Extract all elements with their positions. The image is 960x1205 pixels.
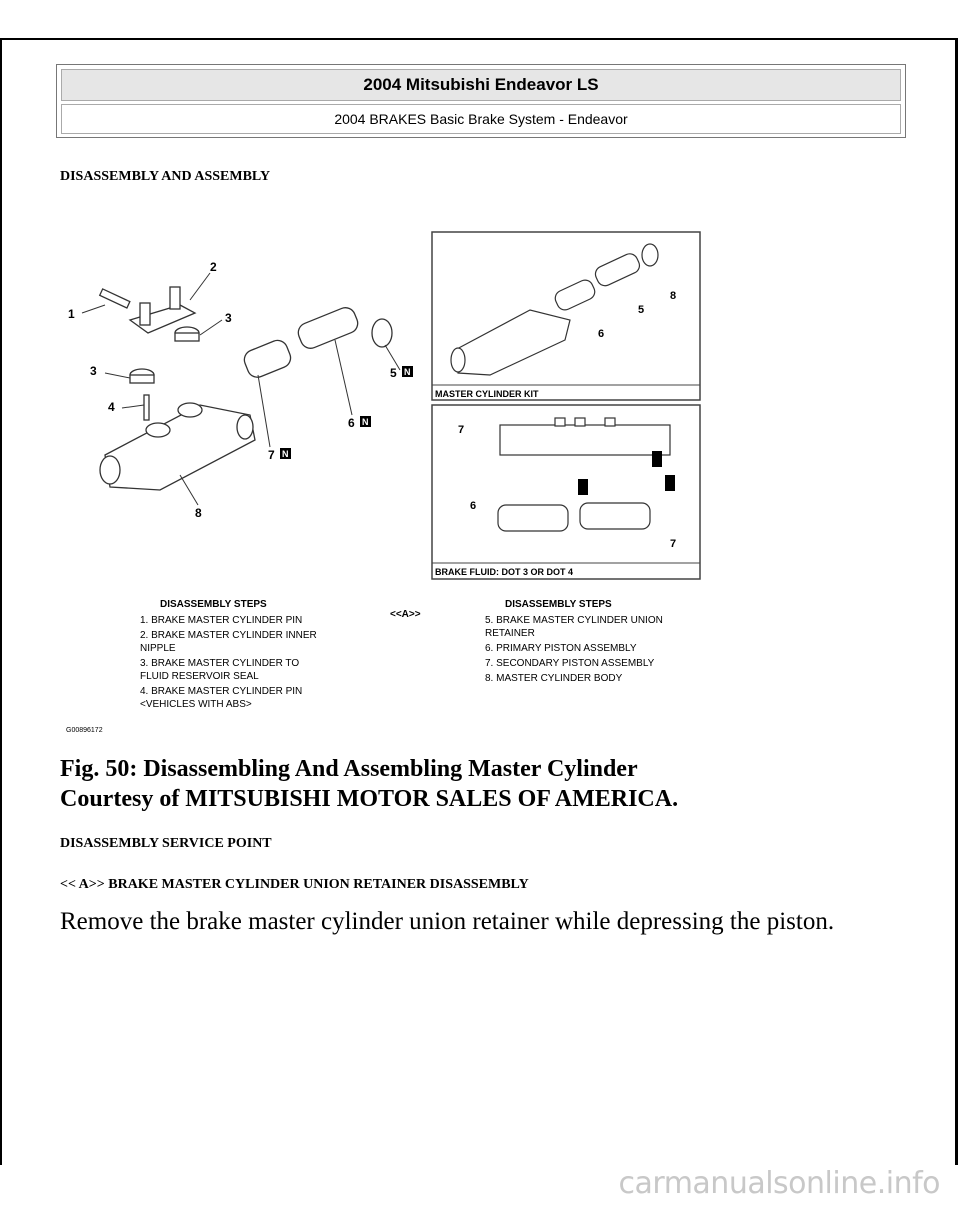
step-left-2b: NIPPLE <box>140 643 176 654</box>
fluid-callout-8: 7 <box>458 424 465 436</box>
callout-1: 1 <box>68 307 75 321</box>
steps-right-title: DISASSEMBLY STEPS <box>505 599 612 610</box>
step-left-4: 4. BRAKE MASTER CYLINDER PIN <box>140 686 303 697</box>
callout-3a: 3 <box>225 311 232 325</box>
svg-text:N: N <box>362 417 369 427</box>
document-header <box>56 64 906 138</box>
kit-callout-6: 5 <box>638 304 645 316</box>
kit-panel <box>432 232 700 400</box>
caption-line-2: Courtesy of MITSUBISHI MOTOR SALES OF AMERICA. <box>60 786 679 812</box>
callout-6: 6 <box>348 416 355 430</box>
section-title: DISASSEMBLY AND ASSEMBLY <box>60 169 271 184</box>
step-left-3b: FLUID RESERVOIR SEAL <box>140 671 259 682</box>
step-right-5b: RETAINER <box>485 628 535 639</box>
procedure-heading: << A>> BRAKE MASTER CYLINDER UNION RETAINER DISASSEMBLY <box>60 877 529 892</box>
kit-callout-5: 8 <box>670 290 677 302</box>
callout-7: 7 <box>268 448 275 462</box>
callout-5: 5 <box>390 366 397 380</box>
fluid-callout-7: 6 <box>470 500 477 512</box>
header-title: 2004 Mitsubishi Endeavor LS <box>61 69 901 101</box>
step-left-4b: <VEHICLES WITH ABS> <box>140 699 252 710</box>
callout-8: 8 <box>195 506 202 520</box>
page-frame-left <box>0 38 2 1165</box>
step-right-6: 6. PRIMARY PISTON ASSEMBLY <box>485 643 637 654</box>
step-left-3: 3. BRAKE MASTER CYLINDER TO <box>140 658 300 669</box>
master-cylinder-diagram <box>60 225 740 740</box>
step-right-5: 5. BRAKE MASTER CYLINDER UNION <box>485 615 663 626</box>
step-left-2: 2. BRAKE MASTER CYLINDER INNER <box>140 630 317 641</box>
fluid-callout-6: 7 <box>670 538 677 550</box>
kit-callout-7: 6 <box>598 328 605 340</box>
watermark-band <box>0 1165 960 1205</box>
step-right-8: 8. MASTER CYLINDER BODY <box>485 673 623 684</box>
svg-text:N: N <box>282 449 289 459</box>
callout-2: 2 <box>210 260 217 274</box>
callout-3b: 3 <box>90 364 97 378</box>
figure-caption <box>60 754 678 814</box>
procedure-text: Remove the brake master cylinder union retainer while depressing the piston. <box>60 908 835 935</box>
header-subtitle: 2004 BRAKES Basic Brake System - Endeavor <box>61 104 901 134</box>
svg-text:N: N <box>404 367 411 377</box>
page-frame-top <box>0 38 958 40</box>
panel-bottom-label: BRAKE FLUID: DOT 3 OR DOT 4 <box>435 567 574 577</box>
service-point-heading: DISASSEMBLY SERVICE POINT <box>60 836 272 851</box>
step-right-7: 7. SECONDARY PISTON ASSEMBLY <box>485 658 655 669</box>
figure-code: G00896172 <box>66 727 103 734</box>
step-left-1: 1. BRAKE MASTER CYLINDER PIN <box>140 615 303 626</box>
callout-4: 4 <box>108 400 115 414</box>
caption-line-1: Fig. 50: Disassembling And Assembling Master Cylinder <box>60 756 638 782</box>
watermark-text: carmanualsonline.info <box>618 1166 940 1201</box>
panel-top-label: MASTER CYLINDER KIT <box>435 389 539 399</box>
exploded-parts <box>100 287 392 490</box>
page-frame-right <box>955 38 958 1165</box>
steps-marker: <<A>> <box>390 609 421 620</box>
steps-left-title: DISASSEMBLY STEPS <box>160 599 267 610</box>
